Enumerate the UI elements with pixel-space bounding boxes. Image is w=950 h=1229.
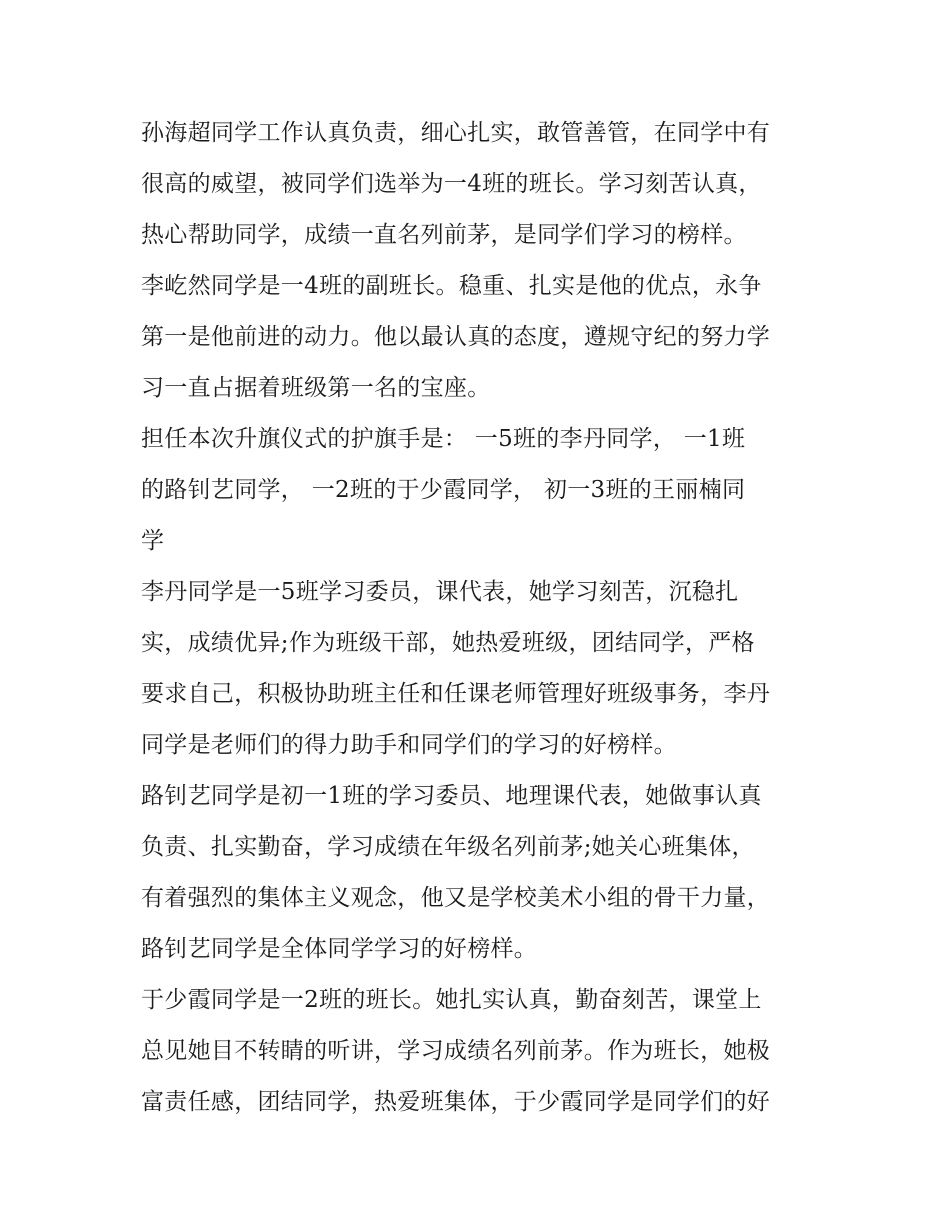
text-line: 第一是他前进的动力。他以最认真的态度，遵规守纪的努力学 [141, 324, 771, 350]
paragraph-li-dan [141, 567, 821, 771]
text-line: 富责任感，团结同学，热爱班集体，于少霞同学是同学们的好 [141, 1089, 771, 1115]
text-line: 很高的威望，被同学们选举为一4班的班长。学习刻苦认真， [141, 171, 762, 197]
text-line: 要求自己，积极协助班主任和任课老师管理好班级事务，李丹 [141, 681, 771, 707]
text-line: 负责、扎实勤奋，学习成绩在年级名列前茅;她关心班集体， [141, 834, 755, 860]
text-line: 路钊艺同学是全体同学学习的好榜样。 [141, 936, 538, 962]
text-line: 总见她目不转睛的听讲，学习成绩名列前茅。作为班长，她极 [141, 1038, 771, 1064]
paragraph-sun-haichao [141, 108, 821, 261]
text-line: 的路钊艺同学， 一2班的于少霞同学， 初一3班的王丽楠同 [141, 477, 746, 503]
text-line: 李丹同学是一5班学习委员，课代表，她学习刻苦，沉稳扎 [141, 579, 739, 605]
paragraph-lu-zhaoyi [141, 771, 821, 975]
paragraph-yu-shaoxia [141, 975, 821, 1128]
text-line: 同学是老师们的得力助手和同学们的学习的好榜样。 [141, 732, 677, 758]
text-line: 路钊艺同学是初一1班的学习委员、地理课代表，她做事认真 [141, 783, 762, 809]
text-line: 有着强烈的集体主义观念，他又是学校美术小组的骨干力量， [141, 885, 771, 911]
text-line: 实，成绩优异;作为班级干部，她热爱班级，团结同学，严格 [141, 630, 755, 656]
text-line: 李屹然同学是一4班的副班长。稳重、扎实是他的优点，永争 [141, 273, 762, 299]
paragraph-li-yiran [141, 261, 821, 414]
document-body [141, 108, 821, 1128]
text-line: 热心帮助同学，成绩一直名列前茅，是同学们学习的榜样。 [141, 222, 747, 248]
text-line: 担任本次升旗仪式的护旗手是： 一5班的李丹同学， 一1班 [141, 426, 746, 452]
paragraph-flag-guards [141, 414, 821, 567]
text-line: 学 [141, 528, 165, 554]
text-line: 习一直占据着班级第一名的宝座。 [141, 375, 491, 401]
text-line: 孙海超同学工作认真负责，细心扎实，敢管善管，在同学中有 [141, 120, 771, 146]
text-line: 于少霞同学是一2班的班长。她扎实认真，勤奋刻苦，课堂上 [141, 987, 762, 1013]
